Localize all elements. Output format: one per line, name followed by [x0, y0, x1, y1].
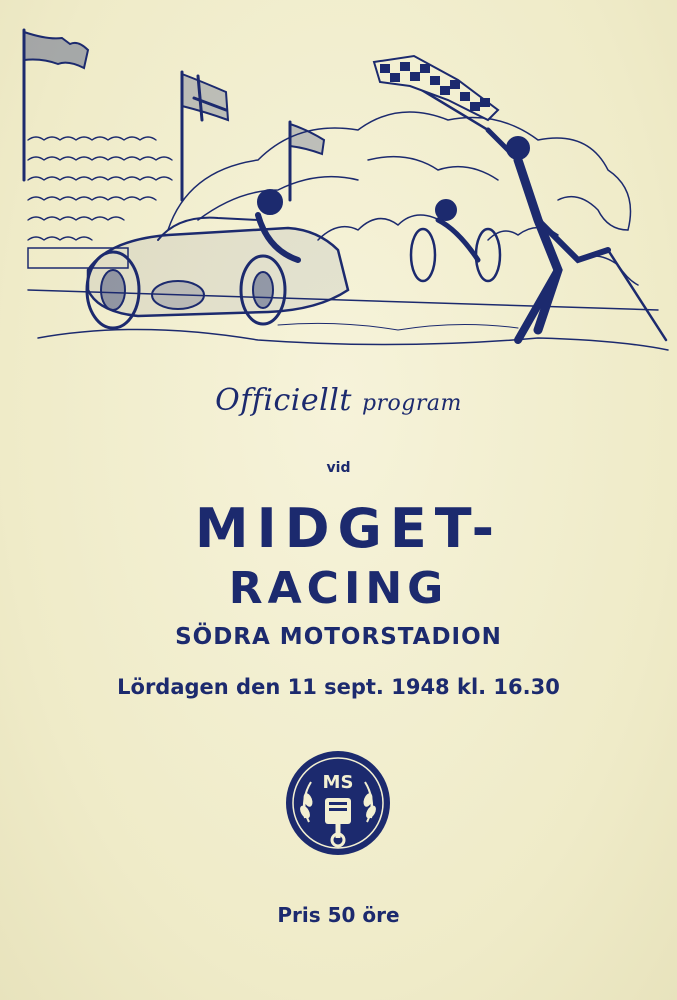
- venue-name: SÖDRA MOTORSTADION: [175, 624, 502, 650]
- title-line-2: RACING: [228, 563, 449, 614]
- connector-word: vid: [326, 460, 351, 476]
- program-heading: [0, 383, 677, 418]
- piston-laurel-emblem-icon: [283, 748, 393, 858]
- racing-scene-illustration: [18, 20, 670, 365]
- event-date: Lördagen den 11 sept. 1948 kl. 16.30: [117, 675, 560, 699]
- title-line-1: MIDGET-: [194, 497, 503, 560]
- price-label: Pris 50 öre: [277, 903, 400, 927]
- heading-tail: program: [361, 391, 462, 416]
- heading-main: Officiellt: [215, 383, 352, 418]
- emblem-letters: MS: [322, 772, 354, 793]
